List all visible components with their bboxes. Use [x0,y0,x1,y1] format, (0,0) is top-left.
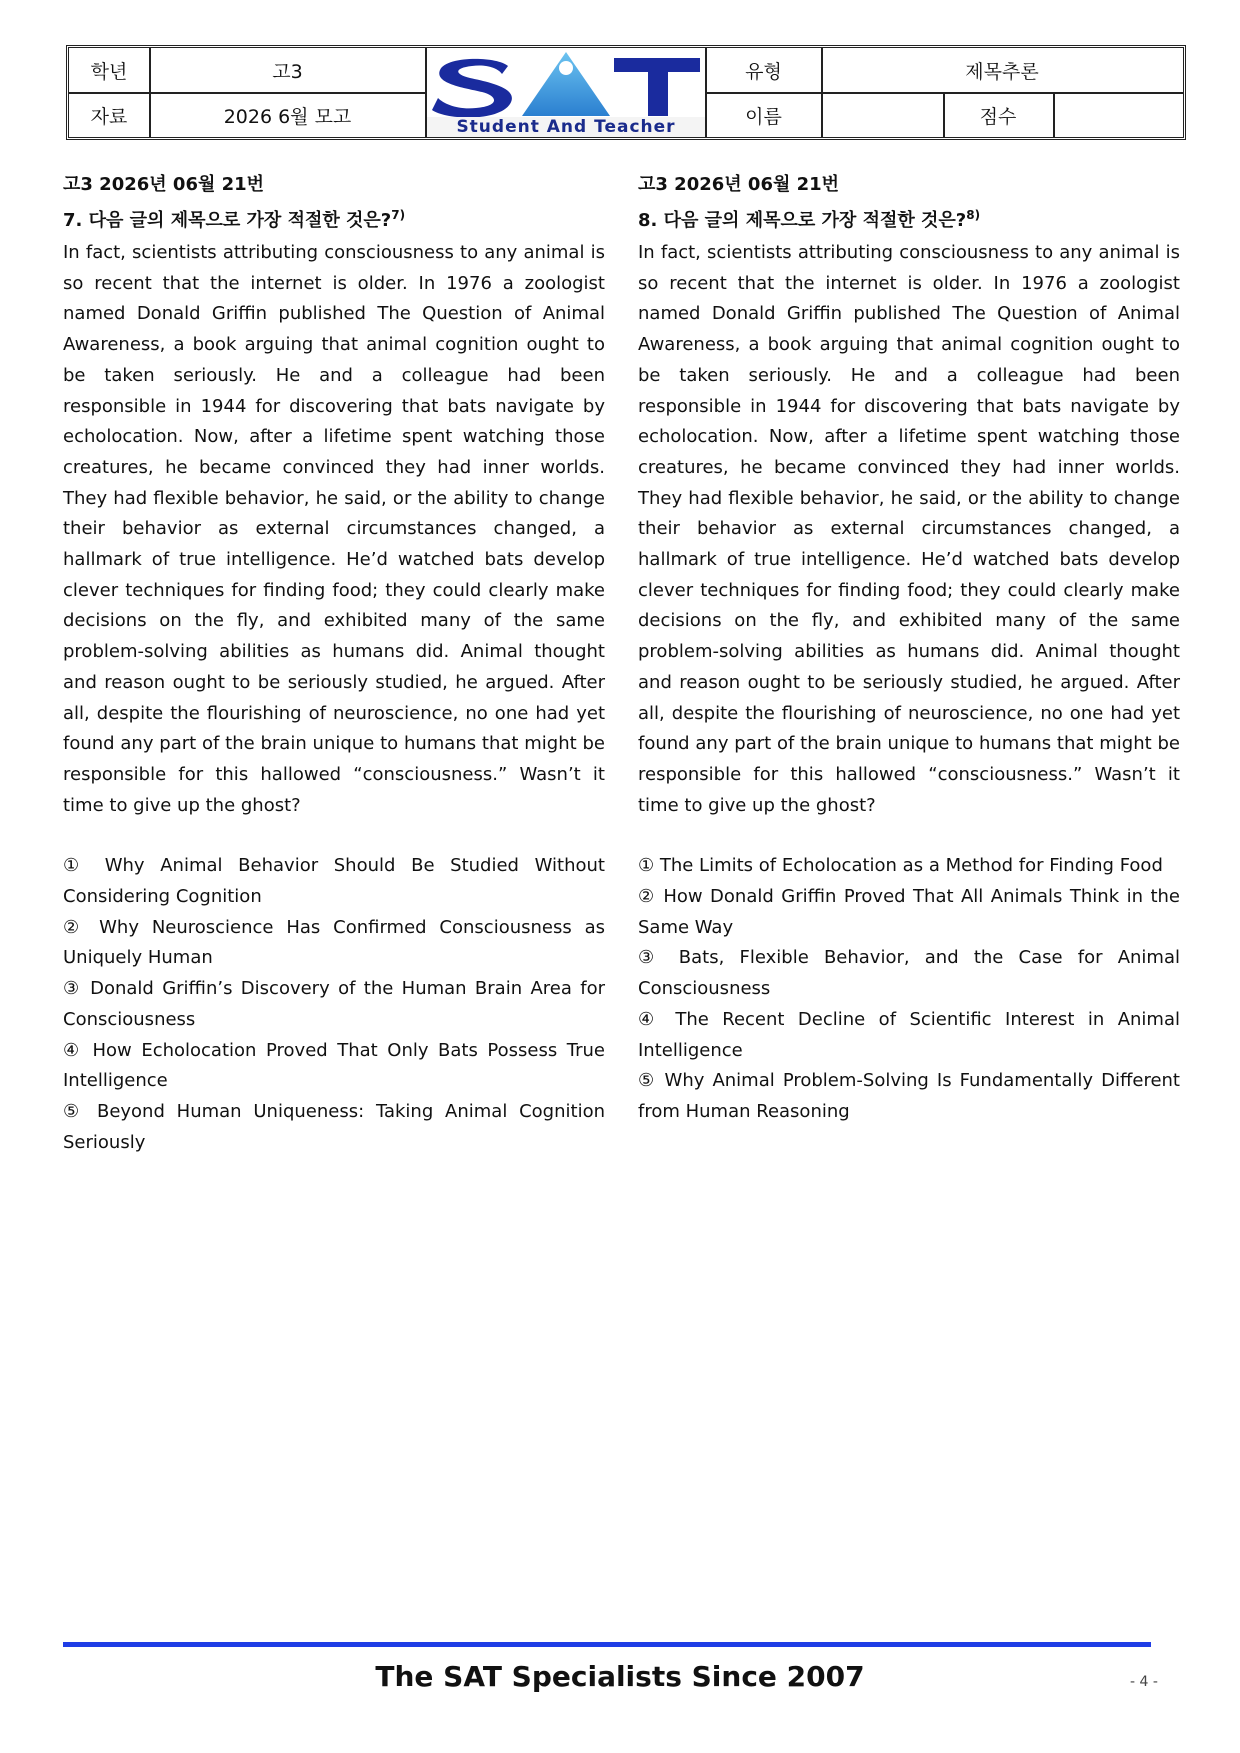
score-field[interactable] [1053,93,1183,137]
choice-4[interactable]: ④ The Recent Decline of Scientific Interest in Animal Intelligence [638,1008,1180,1061]
passage-text: In fact, scientists attributing consciousness to any animal is so recent that the internet is older. In 1976 a zoologist named Donald Griffin published The Question of Animal Awareness, a book arguing that animal cognition ought to be taken seriously. He and a colleague had been responsible in 1944 for discovering that bats navigate by echolocation. Now, after a lifetime spent watching those creatures, he became convinced they had inner worlds. They had flexible behavior, he said, or the ability to change their behavior as external circumstances changed, a hallmark of true intelligence. He’d watched bats develop clever techniques for finding food; they could clearly make decisions on the fly, and exhibited many of the same problem-solving abilities as humans did. Animal thought and reason ought to be seriously studied, he argued. After all, despite the flourishing of neuroscience, no one had yet found any part of the brain unique to humans that might be responsible for this hallowed “consciousness.” Wasn’t it time to give up the ghost? [638,242,1180,816]
score-label: 점수 [979,105,1017,128]
choice-5[interactable]: ⑤ Why Animal Problem-Solving Is Fundamentally Different from Human Reasoning [638,1070,1180,1122]
question-7 [63,170,605,1158]
answer-choices [63,851,605,1158]
question-source: 고3 2026년 06월 21번 [638,174,840,195]
divider [943,93,945,137]
choice-4[interactable]: ④ How Echolocation Proved That Only Bats Possess True Intelligence [63,1039,605,1092]
name-field[interactable] [821,93,943,137]
footer-slogan: The SAT Specialists Since 2007 [375,1660,865,1693]
question-source: 고3 2026년 06월 21번 [63,174,265,195]
divider [425,48,427,137]
divider [705,92,1183,94]
grade-label: 학년 [90,60,128,83]
divider [1053,93,1055,137]
choice-5[interactable]: ⑤ Beyond Human Uniqueness: Taking Animal Cognition Seriously [63,1100,605,1153]
question-text: 8. 다음 글의 제목으로 가장 적절한 것은? [638,210,967,231]
question-text: 7. 다음 글의 제목으로 가장 적절한 것은? [63,210,392,231]
question-prompt [63,200,605,236]
choice-1[interactable]: ① The Limits of Echolocation as a Method for Finding Food [638,855,1163,877]
question-8 [638,170,1180,1128]
header-table [66,45,1186,140]
type-label: 유형 [745,60,782,83]
divider [69,92,425,94]
sat-logo [426,48,706,137]
footer-divider [63,1642,1151,1647]
choice-1[interactable]: ① Why Animal Behavior Should Be Studied Without Considering Cognition [63,855,605,908]
name-label: 이름 [745,105,782,128]
choice-3[interactable]: ③ Donald Griffin’s Discovery of the Human Brain Area for Consciousness [63,978,605,1030]
page-number: - 4 - [1130,1674,1158,1690]
choice-3[interactable]: ③ Bats, Flexible Behavior, and the Case for Animal Consciousness [638,947,1180,1000]
footnote-marker: 8) [966,208,981,222]
choice-2[interactable]: ② How Donald Griffin Proved That All Animals Think in the Same Way [638,886,1180,938]
sat-logo-graphic [426,48,706,118]
logo-caption: Student And Teacher [426,117,706,137]
material-label: 자료 [90,105,128,128]
question-prompt [638,200,1180,236]
passage-text: In fact, scientists attributing consciousness to any animal is so recent that the internet is older. In 1976 a zoologist named Donald Griffin published The Question of Animal Awareness, a book arguing that animal cognition ought to be taken seriously. He and a colleague had been responsible in 1944 for discovering that bats navigate by echolocation. Now, after a lifetime spent watching those creatures, he became convinced they had inner worlds. They had flexible behavior, he said, or the ability to change their behavior as external circumstances changed, a hallmark of true intelligence. He’d watched bats develop clever techniques for finding food; they could clearly make decisions on the fly, and exhibited many of the same problem-solving abilities as humans did. Animal thought and reason ought to be seriously studied, he argued. After all, despite the flourishing of neuroscience, no one had yet found any part of the brain unique to humans that might be responsible for this hallowed “consciousness.” Wasn’t it time to give up the ghost? [63,242,605,816]
answer-choices [638,851,1180,1127]
type-value: 제목추론 [965,60,1039,83]
material-value: 2026 6월 모고 [223,105,352,128]
footnote-marker: 7) [391,208,406,222]
choice-2[interactable]: ② Why Neuroscience Has Confirmed Consciousness as Uniquely Human [63,916,605,969]
grade-value: 고3 [272,60,303,83]
